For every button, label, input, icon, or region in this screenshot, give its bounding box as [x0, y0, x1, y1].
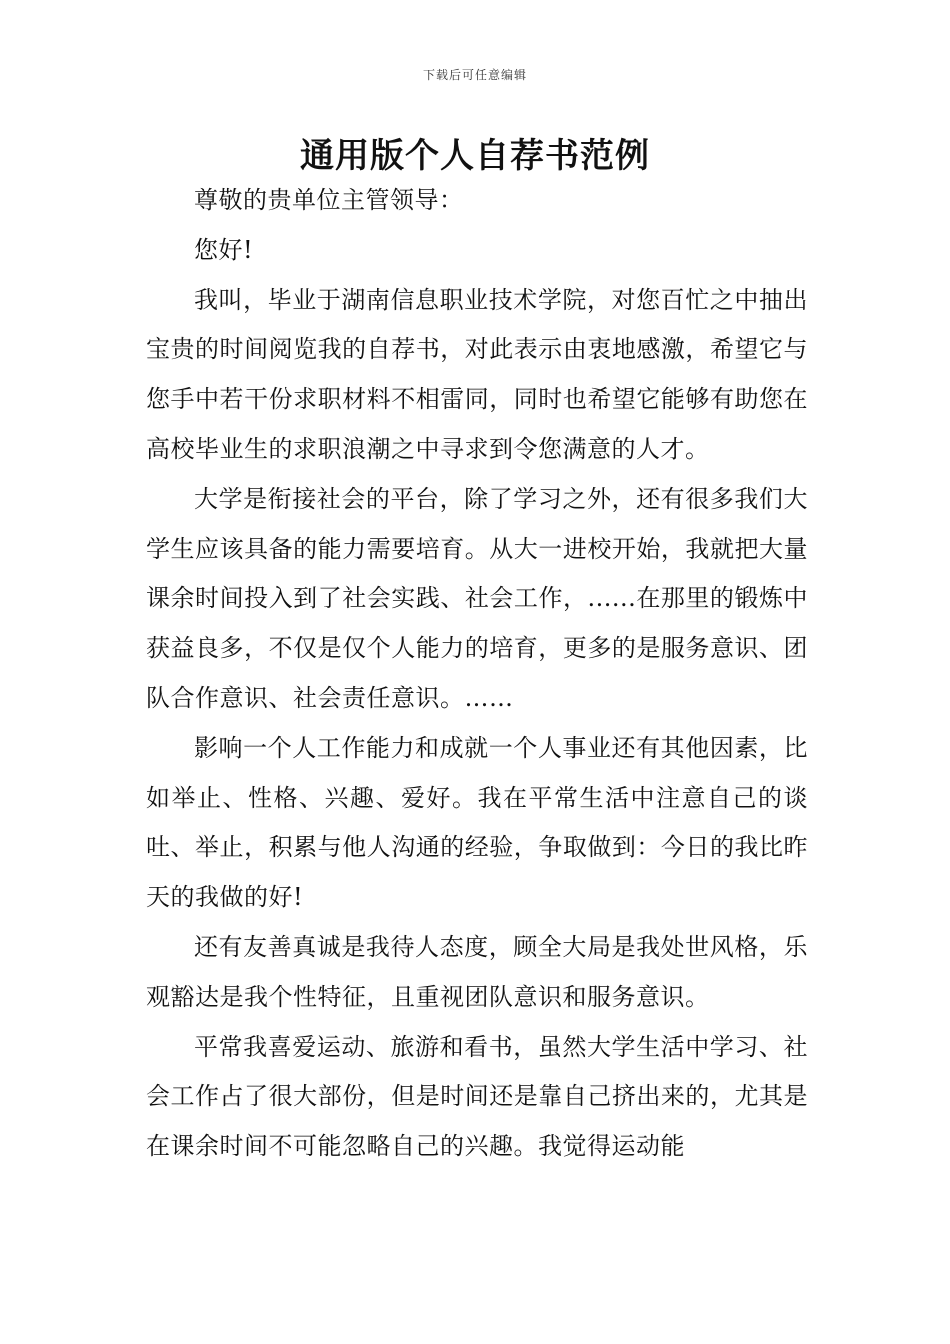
- salutation: 尊敬的贵单位主管领导：: [194, 186, 464, 214]
- greeting: 您好!: [194, 235, 254, 264]
- paragraph: 还有友善真诚是我待人态度，顾全大局是我处世风格，乐观豁达是我个性特征，且重视团队意识和服务意识。: [146, 932, 808, 1011]
- paragraph: 影响一个人工作能力和成就一个人事业还有其他因素，比如举止、性格、兴趣、爱好。我在平常生活中注意自己的谈吐、举止，积累与他人沟通的经验，争取做到：今日的我比昨天的我做的好!: [146, 733, 808, 912]
- paragraph: 我叫，毕业于湖南信息职业技术学院，对您百忙之中抽出宝贵的时间阅览我的自荐书，对此表示由衷地感激，希望它与您手中若干份求职材料不相雷同，同时也希望它能够有助您在高校毕业生的求职浪潮之中寻求到令您满意的人才。: [146, 285, 808, 463]
- header-note: 下载后可任意编辑: [422, 68, 527, 82]
- paragraph: 大学是衔接社会的平台，除了学习之外，还有很多我们大学生应该具备的能力需要培育。从大一进校开始，我就把大量课余时间投入到了社会实践、社会工作，......在那里的锻炼中获益良多，不仅是仅个人能力的培育，更多的是服务意识、团队合作意识、社会责任意识。……: [146, 484, 808, 712]
- document-title: 通用版个人自荐书范例: [300, 136, 650, 176]
- document-body: [146, 176, 808, 1172]
- paragraph: 平常我喜爱运动、旅游和看书，虽然大学生活中学习、社会工作占了很大部份，但是时间还是靠自己挤出来的，尤其是在课余时间不可能忽略自己的兴趣。我觉得运动能: [146, 1032, 808, 1161]
